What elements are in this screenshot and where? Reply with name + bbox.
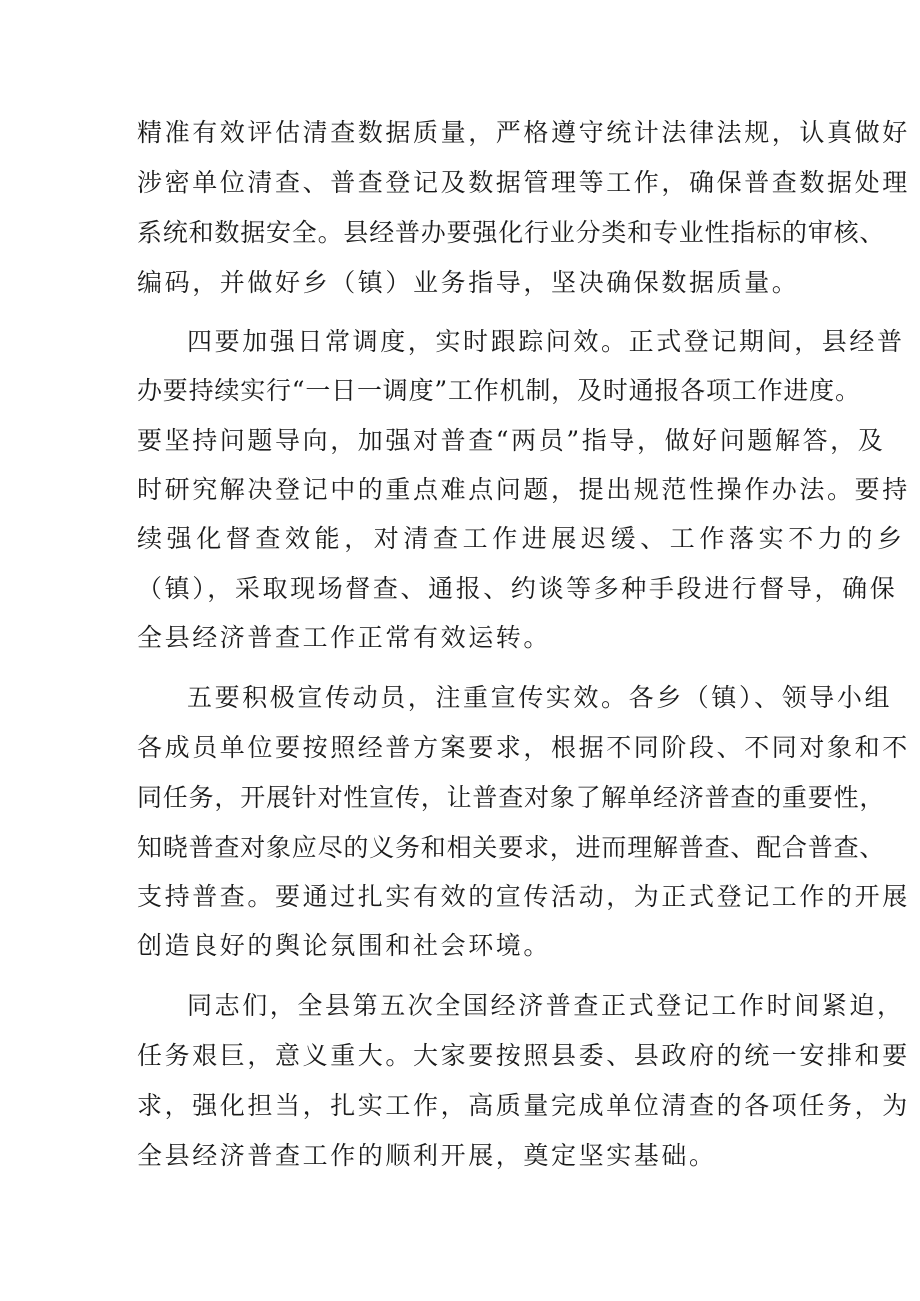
paragraph-line: 时研究解决登记中的重点难点问题，提出规范性操作办法。要持 xyxy=(137,475,910,504)
paragraph-line: 涉密单位清查、普查登记及数据管理等工作，确保普查数据处理 xyxy=(137,168,910,197)
paragraph-line: 要坚持问题导向，加强对普查“两员”指导，做好问题解答，及 xyxy=(137,426,886,455)
paragraph-line: 办要持续实行“一日一调度”工作机制，及时通报各项工作进度。 xyxy=(137,376,861,405)
paragraph-line: 任务艰巨，意义重大。大家要按照县委、县政府的统一安排和要 xyxy=(137,1041,910,1070)
paragraph-line: 精准有效评估清查数据质量，严格遵守统计法律法规，认真做好 xyxy=(137,118,910,147)
paragraph-line: 五要积极宣传动员，注重宣传实效。各乡（镇）、领导小组 xyxy=(187,683,893,712)
paragraph-line: 全县经济普查工作的顺利开展，奠定坚实基础。 xyxy=(137,1141,717,1170)
paragraph-line: 创造良好的舆论氛围和社会环境。 xyxy=(137,931,552,960)
paragraph-line: 四要加强日常调度，实时跟踪问效。正式登记期间，县经普 xyxy=(187,327,905,356)
paragraph-line: 同志们，全县第五次全国经济普查正式登记工作时间紧迫， xyxy=(187,991,905,1020)
paragraph-line: 编码，并做好乡（镇）业务指导，坚决确保数据质量。 xyxy=(137,268,800,297)
paragraph-line: 全县经济普查工作正常有效运转。 xyxy=(137,623,552,652)
paragraph-line: （镇），采取现场督查、通报、约谈等多种手段进行督导，确保 xyxy=(137,574,898,603)
paragraph-line: 续强化督查效能，对清查工作进展迟缓、工作落实不力的乡 xyxy=(137,524,907,553)
paragraph-line: 系统和数据安全。县经普办要强化行业分类和专业性指标的审核、 xyxy=(137,218,886,247)
paragraph-line: 支持普查。要通过扎实有效的宣传活动，为正式登记工作的开展 xyxy=(137,882,910,911)
paragraph-line: 知晓普查对象应尽的义务和相关要求，进而理解普查、配合普查、 xyxy=(137,833,886,862)
paragraph-line: 同任务，开展针对性宣传，让普查对象了解单经济普查的重要性， xyxy=(137,783,886,812)
paragraph-line: 各成员单位要按照经普方案要求，根据不同阶段、不同对象和不 xyxy=(137,733,910,762)
paragraph-line: 求，强化担当，扎实工作，高质量完成单位清查的各项任务，为 xyxy=(137,1091,910,1120)
